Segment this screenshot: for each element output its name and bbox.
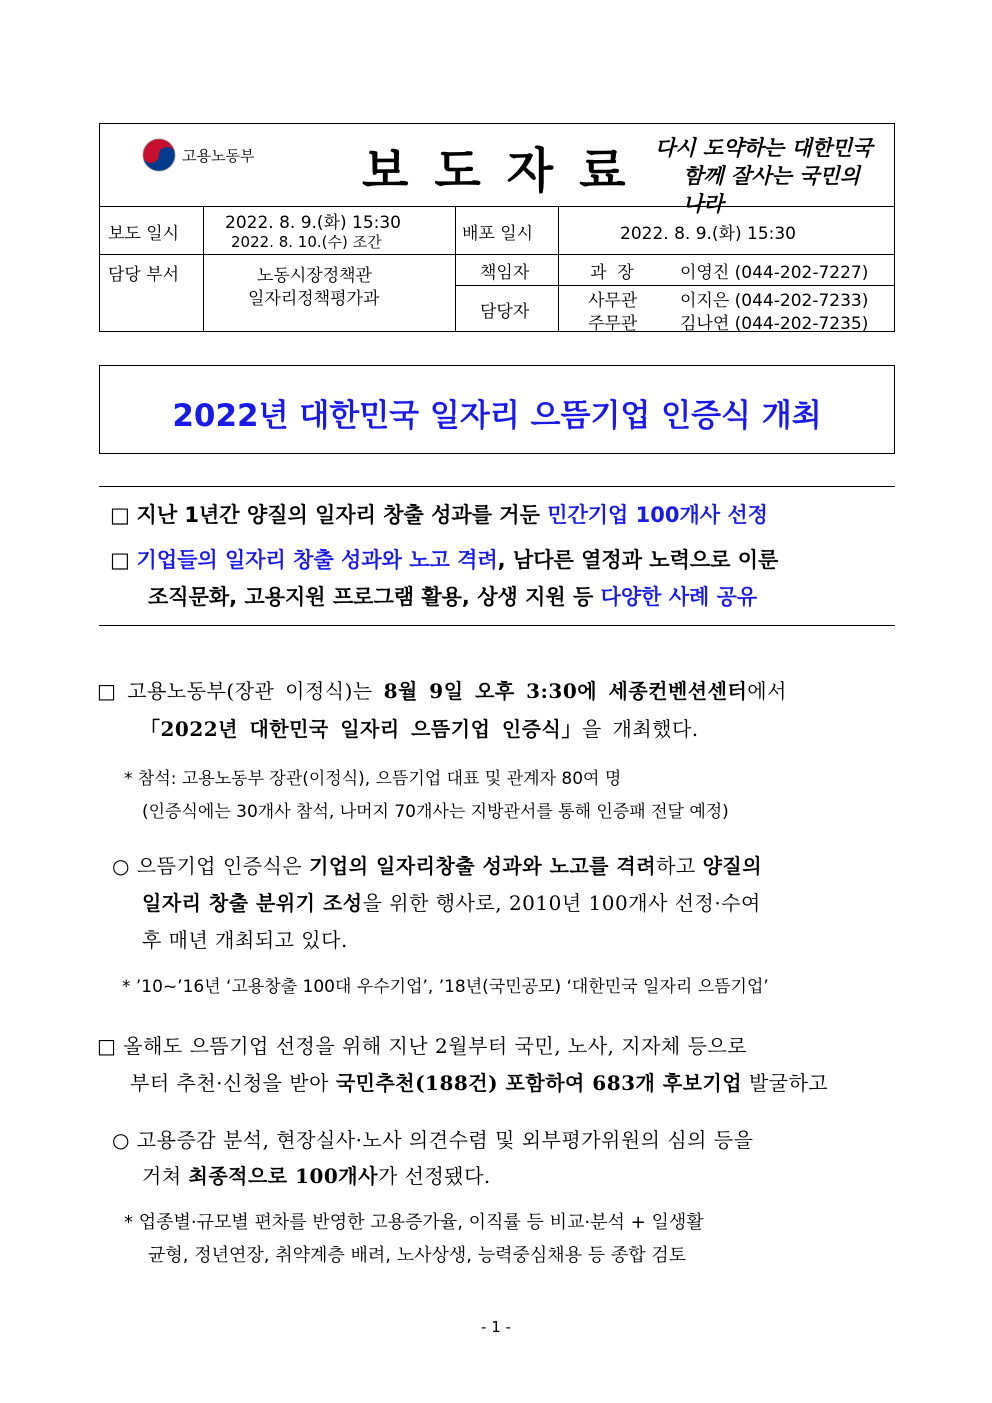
summary-item-2-line2 (148, 581, 757, 611)
taegeuk-logo-icon (142, 138, 176, 172)
note3-line2: 균형, 정년연장, 취약계층 배려, 노사상생, 능력중심채용 등 종합 검토 (148, 1245, 687, 1266)
para3-line1: □ 올해도 으뜸기업 선정을 위해 지난 2월부터 국민, 노사, 지자체 등으로 (97, 1034, 748, 1058)
manager-title: 과 장 (590, 263, 634, 283)
para1-line1: □ 고용노동부(장관 이정식)는 8월 9일 오후 3:30에 세종컨벤션센터에서 (97, 679, 787, 703)
note3-line1: * 업종별·규모별 편차를 반영한 고용증가율, 이직률 등 비교·분석 + 일생활 (124, 1212, 704, 1233)
summary-item-2-line2-highlight: 다양한 사례 공유 (600, 585, 758, 609)
para2-line2: 일자리 창출 분위기 조성을 위한 행사로, 2010년 100개사 선정·수여 (142, 891, 761, 915)
summary-item-1-highlight: 민간기업 100개사 선정 (547, 503, 768, 527)
col-divider (455, 207, 456, 332)
para1-line2: 「2022년 대한민국 일자리 으뜸기업 인증식」을 개최했다. (140, 717, 699, 741)
ministry-logo (142, 138, 254, 172)
distribution-label: 배포 일시 (462, 224, 534, 244)
headline: 2022년 대한민국 일자리 으뜸기업 인증식 개최 (172, 398, 822, 434)
summary-top-rule (99, 486, 895, 487)
manager-label: 책임자 (480, 263, 530, 283)
summary-item-1-text: 지난 1년간 양질의 일자리 창출 성과를 거둔 (136, 503, 548, 527)
slogan-line2: 함께 잘사는 국민의 나라 (683, 163, 860, 216)
contact1-title: 사무관 (588, 291, 638, 311)
contact2-title: 주무관 (588, 314, 638, 334)
summary-item-2-highlight: 기업들의 일자리 창출 성과와 노고 격려 (136, 548, 498, 572)
release-datetime: 2022. 8. 9.(화) 15:30 (225, 213, 401, 233)
press-header (99, 123, 895, 332)
contact2-value: 김나연 (044-202-7235) (680, 314, 869, 334)
note1-line1: * 참석: 고용노동부 장관(이정식), 으뜸기업 대표 및 관계자 80여 명 (124, 769, 622, 789)
summary-bottom-rule (99, 625, 895, 626)
slogan-line1: 다시 도약하는 대한민국 (655, 135, 873, 160)
summary-item-1: □ 지난 1년간 양질의 일자리 창출 성과를 거둔 민간기업 100개사 선정 (110, 503, 768, 527)
note1-line2: (인증식에는 30개사 참석, 나머지 70개사는 지방관서를 통해 인증패 전달 예정) (142, 802, 729, 822)
row-divider (100, 254, 894, 255)
header-top-row (100, 124, 894, 216)
para2-line3: 후 매년 개최되고 있다. (142, 928, 348, 952)
manager-contact: 이영진 (044-202-7227) (680, 263, 869, 283)
contact-label: 담당자 (480, 302, 530, 322)
doc-type-title: 보도자료 (362, 143, 652, 199)
distribution-datetime: 2022. 8. 9.(화) 15:30 (620, 224, 796, 244)
headline-box (99, 365, 895, 454)
para2-line1: ○ 으뜸기업 인증식은 기업의 일자리창출 성과와 노고를 격려하고 양질의 (112, 854, 763, 878)
dept-line1: 노동시장정책관 (257, 266, 372, 286)
contact1-value: 이지은 (044-202-7233) (680, 291, 869, 311)
release-label: 보도 일시 (108, 224, 180, 244)
summary-item-2: □ 기업들의 일자리 창출 성과와 노고 격려, 남다른 열정과 노력으로 이룬 (110, 548, 779, 572)
summary-item-2-line2-text: 조직문화, 고용지원 프로그램 활용, 상생 지원 등 (148, 585, 601, 609)
dept-line2: 일자리정책평가과 (248, 289, 380, 309)
release-morning: 2022. 8. 10.(수) 조간 (231, 233, 382, 251)
col-divider (203, 207, 204, 332)
col-divider (558, 207, 559, 332)
para3-line2: 부터 추천·신청을 받아 국민추천(188건) 포함하여 683개 후보기업 발굴하고 (130, 1071, 829, 1095)
dept-label: 담당 부서 (108, 265, 180, 285)
para4-line2: 거쳐 최종적으로 100개사가 선정됐다. (142, 1164, 491, 1188)
summary-item-2-text: , 남다른 열정과 노력으로 이룬 (497, 548, 779, 572)
para4-line1: ○ 고용증감 분석, 현장실사·노사 의견수렴 및 외부평가위원의 심의 등을 (112, 1128, 754, 1152)
note2: * ’10~’16년 ‘고용창출 100대 우수기업’, ’18년(국민공모) ‘대한민국 일자리 으뜸기업’ (122, 977, 769, 997)
ministry-name: 고용노동부 (182, 146, 255, 165)
government-slogan (655, 134, 885, 216)
page-number: - 1 - (481, 1318, 511, 1336)
